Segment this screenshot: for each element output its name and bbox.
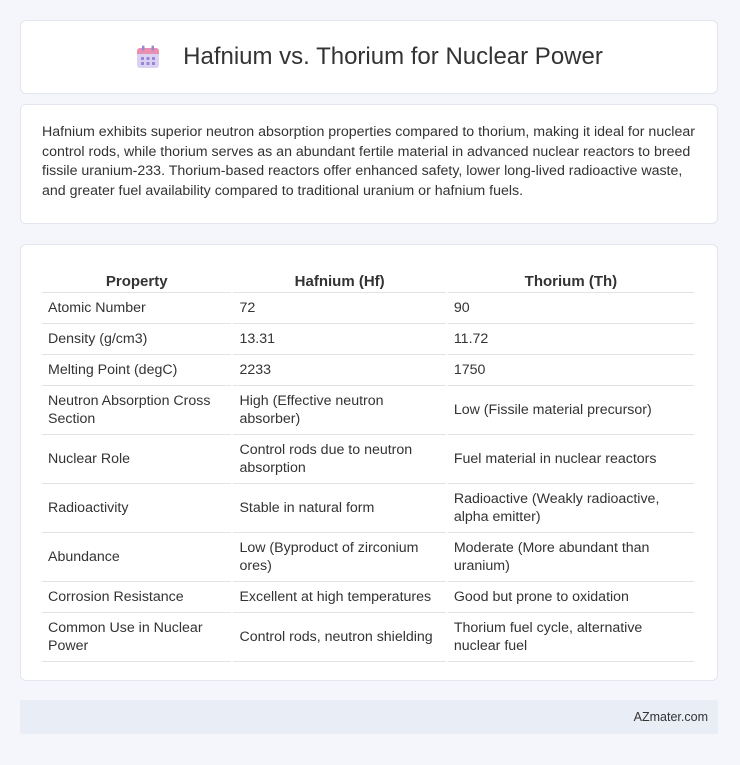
- table-row: [42, 613, 694, 662]
- thorium-cell: 1750: [448, 355, 694, 386]
- title-card: [20, 20, 718, 94]
- property-cell: Abundance: [42, 533, 231, 582]
- comparison-table: [40, 265, 696, 662]
- hafnium-cell: 72: [233, 293, 445, 324]
- table-row: [42, 386, 694, 435]
- hafnium-cell: Control rods due to neutron absorption: [233, 435, 445, 484]
- thorium-cell: Low (Fissile material precursor): [448, 386, 694, 435]
- hafnium-cell: Excellent at high temperatures: [233, 582, 445, 613]
- hafnium-cell: 13.31: [233, 324, 445, 355]
- table-row: [42, 435, 694, 484]
- property-cell: Corrosion Resistance: [42, 582, 231, 613]
- table-row: [42, 582, 694, 613]
- thorium-cell: 11.72: [448, 324, 694, 355]
- footer-brand[interactable]: AZmater.com: [633, 710, 708, 724]
- table-card: [20, 244, 718, 681]
- hafnium-cell: Control rods, neutron shielding: [233, 613, 445, 662]
- intro-paragraph: Hafnium exhibits superior neutron absorption properties compared to thorium, making it ideal for nuclear control rods, while thorium serves as an abundant fertile material in advanced nuclear reactors to breed fissile uranium-233. Thorium-based reactors offer enhanced safety, lower long-lived radioactive waste, and greater fuel availability compared to traditional uranium or hafnium fuels.: [42, 124, 695, 199]
- header-property: Property: [42, 265, 231, 293]
- table-row: [42, 324, 694, 355]
- thorium-cell: Thorium fuel cycle, alternative nuclear fuel: [448, 613, 694, 662]
- header-hafnium: Hafnium (Hf): [233, 265, 445, 293]
- table-row: [42, 293, 694, 324]
- table-row: [42, 355, 694, 386]
- hafnium-cell: Stable in natural form: [233, 484, 445, 533]
- header-thorium: Thorium (Th): [448, 265, 694, 293]
- property-cell: Nuclear Role: [42, 435, 231, 484]
- property-cell: Common Use in Nuclear Power: [42, 613, 231, 662]
- table-row: [42, 533, 694, 582]
- thorium-cell: Fuel material in nuclear reactors: [448, 435, 694, 484]
- property-cell: Melting Point (degC): [42, 355, 231, 386]
- property-cell: Atomic Number: [42, 293, 231, 324]
- thorium-cell: Good but prone to oxidation: [448, 582, 694, 613]
- thorium-cell: Radioactive (Weakly radioactive, alpha emitter): [448, 484, 694, 533]
- thorium-cell: Moderate (More abundant than uranium): [448, 533, 694, 582]
- table-row: [42, 484, 694, 533]
- table-header-row: [42, 265, 694, 293]
- thorium-cell: 90: [448, 293, 694, 324]
- property-cell: Radioactivity: [42, 484, 231, 533]
- property-cell: Density (g/cm3): [42, 324, 231, 355]
- calendar-icon: [135, 44, 161, 70]
- property-cell: Neutron Absorption Cross Section: [42, 386, 231, 435]
- hafnium-cell: 2233: [233, 355, 445, 386]
- hafnium-cell: Low (Byproduct of zirconium ores): [233, 533, 445, 582]
- intro-card: [20, 104, 718, 224]
- hafnium-cell: High (Effective neutron absorber): [233, 386, 445, 435]
- footer: [20, 700, 718, 734]
- page-title: Hafnium vs. Thorium for Nuclear Power: [183, 43, 603, 70]
